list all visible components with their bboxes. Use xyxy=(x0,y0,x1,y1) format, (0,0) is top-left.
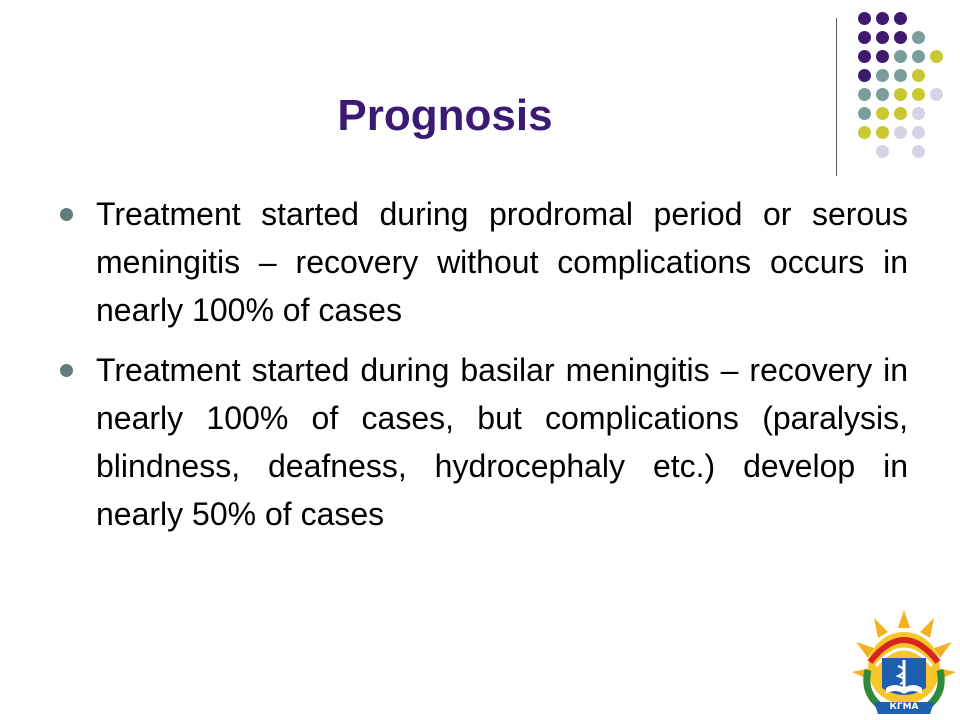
decorative-dot xyxy=(876,31,889,44)
decorative-dot xyxy=(876,69,889,82)
bullet-item xyxy=(60,190,908,334)
decorative-dot xyxy=(876,12,889,25)
bullet-dot-icon xyxy=(60,364,73,377)
decorative-dot xyxy=(912,126,925,139)
decorative-dot xyxy=(912,88,925,101)
decorative-dot xyxy=(912,69,925,82)
bullet-dot-icon xyxy=(60,208,73,221)
bullet-text: Treatment started during basilar meningitis – recovery in nearly 100% of cases, but complications (paralysis, blindness, deafness, hydrocephaly etc.) develop in nearly 50% of cases xyxy=(96,352,908,532)
decorative-dot xyxy=(894,69,907,82)
bullet-text: Treatment started during prodromal period or serous meningitis – recovery without complications occurs in nearly 100% of cases xyxy=(96,196,908,328)
decorative-dot xyxy=(858,50,871,63)
decorative-dot xyxy=(894,12,907,25)
decorative-dot xyxy=(912,145,925,158)
decorative-dot xyxy=(894,31,907,44)
decorative-dot xyxy=(894,107,907,120)
bullet-list xyxy=(60,190,908,550)
logo-text: КГМА xyxy=(889,702,919,712)
decorative-dot xyxy=(894,126,907,139)
decorative-dot xyxy=(876,50,889,63)
decorative-dot xyxy=(912,107,925,120)
decorative-dot xyxy=(930,50,943,63)
bullet-item xyxy=(60,346,908,538)
decorative-dot xyxy=(876,145,889,158)
decorative-dot xyxy=(858,12,871,25)
decorative-dot xyxy=(912,50,925,63)
slide-title: Prognosis xyxy=(337,91,553,140)
decorative-dot xyxy=(894,88,907,101)
decorative-dot xyxy=(912,31,925,44)
decorative-dot xyxy=(858,31,871,44)
decorative-dot xyxy=(894,50,907,63)
decorative-dot xyxy=(858,69,871,82)
decorative-dot xyxy=(930,88,943,101)
